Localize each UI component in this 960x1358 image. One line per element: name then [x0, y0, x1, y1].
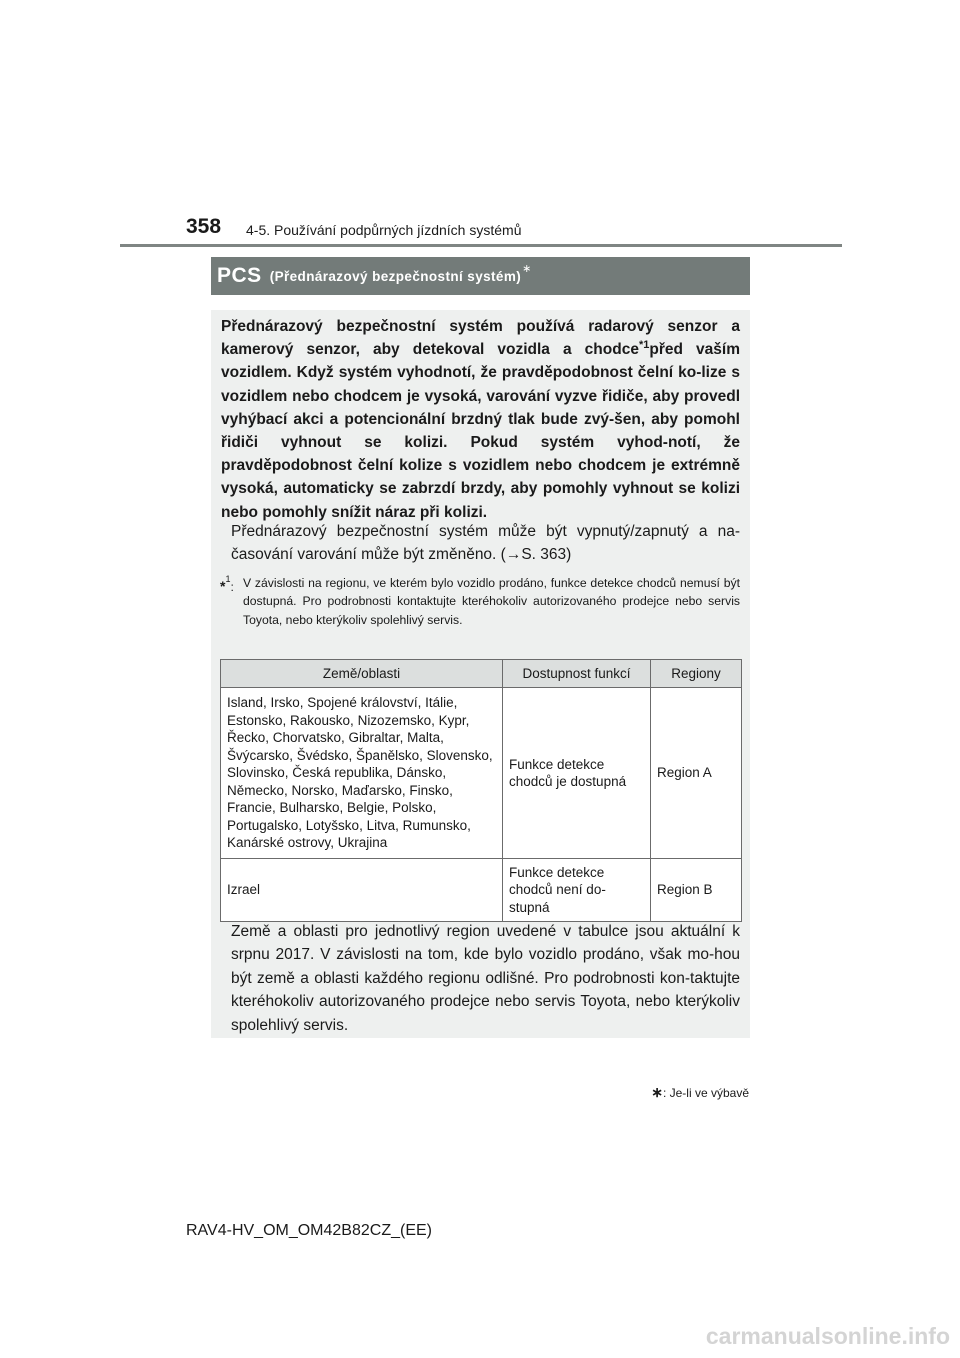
intro-text-end: před vaším vozidlem. Když systém vyhodnotí, že pravděpodobnost čelní ko-lize s vozidlem nebo chodcem je vysoká, varování vyzve řidiče, aby provedl vyhýbací akci a potencionální brzdný tlak bude zvý-šen, aby pomohl řidiči vyhnout se kolizi. Pokud systém vyhod-notí, že pravděpodobnost čelní kolize s vozidlem nebo chodcem je extrémně vysoká, automaticky se zabrzdí brzdy, aby pomohly vyhnout se kolizi nebo pomohly snížit náraz při kolizi.: [221, 341, 740, 521]
regions-note-paragraph: Země a oblasti pro jednotlivý region uvedené v tabulce jsou aktuální k srpnu 2017. V závislosti na tom, kde bylo vozidlo prodáno, však mo-hou být země a oblasti každého regionu odlišné. Pro podrobnosti kon-taktujte kteréhokoliv autorizovaného prodejce nebo servis Toyota, nebo kterýkoliv spolehlivý servis.: [231, 923, 740, 1034]
feature-title-bar: [211, 257, 750, 295]
intro-paragraph: [221, 315, 740, 524]
column-header-countries: Země/oblasti: [221, 660, 503, 688]
equipment-note-text: : Je-li ve výbavě: [662, 1086, 749, 1100]
feature-subtitle: (Přednárazový bezpečnostní systém): [269, 268, 522, 284]
section-title: 4-5. Používání podpůrných jízdních systémů: [246, 222, 522, 238]
header-divider: [120, 244, 842, 247]
cell-region: Region A: [651, 688, 742, 859]
cell-countries: Izrael: [221, 859, 503, 922]
footnote-text: V závislosti na regionu, ve kterém bylo vozidlo prodáno, funkce detekce chodců nemusí být dostupná. Pro podrobnosti kontaktujte kteréhokoliv autorizovaného prodejce nebo servis Toyota, nebo kterýkoliv spolehlivý servis.: [243, 576, 740, 627]
footnote: [220, 574, 740, 629]
footnote-separator: :: [230, 580, 234, 595]
watermark: carmanualsonline.info: [705, 1323, 950, 1349]
equipment-note-star: ∗: [651, 1084, 663, 1100]
regions-table: [220, 659, 742, 922]
cell-availability: Funkce detekce chodců je dostupná: [503, 688, 651, 859]
cell-region: Region B: [651, 859, 742, 922]
feature-title: PCS: [217, 264, 262, 287]
intro-text-start: Přednárazový bezpečnostní systém používá radarový senzor a kamerový senzor, aby detekoval vozidla a chodce: [221, 318, 740, 359]
document-code: RAV4-HV_OM_OM42B82CZ_(EE): [186, 1222, 432, 1239]
table-row: [221, 688, 742, 859]
settings-paragraph: Přednárazový bezpečnostní systém může být vypnutý/zapnutý a na-časování varování může být změněno. (→S. 363): [231, 523, 740, 563]
page-number: 358: [186, 215, 222, 238]
footnote-number: 1: [225, 574, 231, 584]
footnote-reference: *1: [638, 339, 650, 352]
column-header-regions: Regiony: [651, 660, 742, 688]
table-row: [221, 859, 742, 922]
optional-equipment-mark: ∗: [522, 262, 532, 275]
cell-availability: Funkce detekce chodců není do-stupná: [503, 859, 651, 922]
table-header-row: [221, 660, 742, 688]
footnote-star: *: [220, 578, 226, 595]
cell-countries: Island, Irsko, Spojené království, Itálie, Estonsko, Rakousko, Nizozemsko, Kypr, Řecko, Chorvatsko, Gibraltar, Malta, Švýcarsko, Švédsko, Španělsko, Slovensko, Slovinsko, Česká republika, Dánsko, Německo, Norsko, Maďarsko, Finsko, Francie, Bulharsko, Belgie, Polsko, Portugalsko, Lotyšsko, Litva, Rumunsko, Kanárské ostrovy, Ukrajina: [221, 688, 503, 859]
column-header-availability: Dostupnost funkcí: [503, 660, 651, 688]
footnote-marker: [220, 574, 234, 596]
equipment-note: [600, 1084, 749, 1101]
